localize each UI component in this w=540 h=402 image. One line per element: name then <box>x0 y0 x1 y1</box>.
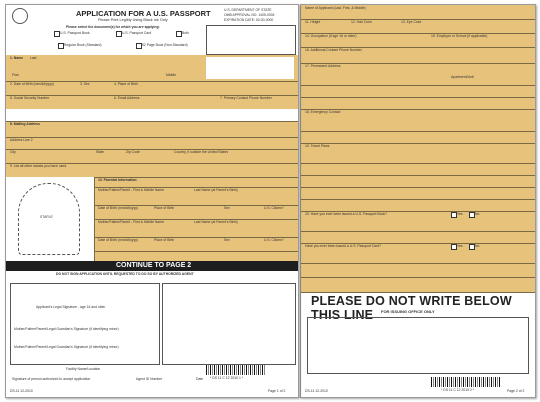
p2-row-occupation <box>301 33 535 48</box>
parent1-sex-label: Sex <box>224 206 230 210</box>
p2-row-phone <box>301 47 535 64</box>
page2-form-code: DS-11 12-2010 <box>305 389 328 393</box>
p2-row-emergency <box>301 109 535 132</box>
p2-employer-label: 15. Employer or School (if applicable) <box>431 34 488 38</box>
p2-eye-label: 13. Eye Color <box>401 20 422 24</box>
pob-label: 4. Place of Birth <box>114 82 138 86</box>
parent1-last-label: Last Name (at Parent's Birth) <box>194 188 238 192</box>
p2-row-passport-book <box>301 211 535 232</box>
regular-book-label: Regular Book (Standard) <box>64 43 102 47</box>
expiration-label: EXPIRATION DATE: 00-00-0000 <box>224 18 274 22</box>
form-title: APPLICATION FOR A U.S. PASSPORT <box>76 9 211 18</box>
p2-row-address <box>301 63 535 86</box>
parent2-pob-label: Place of Birth <box>154 238 175 242</box>
ssn-label: 5. Social Security Number <box>10 96 50 100</box>
p2-book-yes-label: Yes <box>457 212 463 216</box>
parent2-row <box>94 219 298 238</box>
p2-book-label: 20. Have you ever been issued a U.S. Passport Book? <box>305 212 387 216</box>
agent-label: Signature of person authorized to accept application <box>12 377 91 381</box>
department-label: U.S. DEPARTMENT OF STATE <box>224 8 272 12</box>
parent2-dob-row <box>94 237 298 252</box>
parent1-row <box>94 187 298 206</box>
document-select-heading: Please select the document(s) for which you are applying: <box>66 25 160 29</box>
last-label: Last <box>30 56 37 60</box>
p2-occupation-label: 14. Occupation (if age 16 or older) <box>305 34 357 38</box>
address2-label: Address Line 2 <box>10 138 33 142</box>
parent1-citizen-label: U.S. Citizen? <box>264 206 284 210</box>
identifying-documents-panel <box>162 283 296 365</box>
p2-travel-label: 19. Travel Plans <box>305 144 330 148</box>
parent-signature-label-2: Mother/Father/Parent/Legal Guardian's Signature (if identifying minor) <box>14 345 119 349</box>
city-row <box>6 149 298 164</box>
large-book-label: 52 Page Book (Non-Standard) <box>142 43 188 47</box>
p2-address-label: 17. Permanent Address <box>305 64 341 68</box>
zip-label: Zip Code <box>126 150 140 154</box>
middle-label: Middle <box>166 73 176 77</box>
form-page-1 <box>5 4 299 398</box>
p2-card-yes-label: Yes <box>457 244 463 248</box>
parent1-name-label: Mother/Father/Parent - First & Middle Name <box>98 188 164 192</box>
page2-barcode <box>431 377 501 387</box>
p2-card-no-label: No <box>475 244 480 248</box>
form-page-2 <box>300 4 536 398</box>
first-label: First <box>12 73 19 77</box>
p2-height-label: 11. Height <box>305 20 321 24</box>
p2-emergency-label: 18. Emergency Contact <box>305 110 341 114</box>
parent1-dob-row <box>94 205 298 220</box>
parent2-last-label: Last Name (at Parent's Birth) <box>194 220 238 224</box>
country-label: Country, if outside the United States <box>174 150 229 154</box>
page1-barcode <box>206 365 266 375</box>
state-label: State <box>96 150 104 154</box>
parent1-dob-label: Date of Birth (mm/dd/yyyy) <box>98 206 139 210</box>
parental-label: 10. Parental Information <box>98 178 137 182</box>
other-names-row <box>6 163 298 178</box>
parent2-name-label: Mother/Father/Parent - First & Middle Name <box>98 220 164 224</box>
p2-row-passport-card <box>301 243 535 264</box>
other-names-label: 9. List all other names you have used. <box>10 164 68 168</box>
parent1-pob-label: Place of Birth <box>154 206 175 210</box>
department-seal-icon <box>12 8 28 24</box>
omb-label: OMB APPROVAL NO. 1405-0004 <box>224 13 275 17</box>
p2-row-travel <box>301 143 535 164</box>
date-label: Date <box>196 377 204 381</box>
phone-label: 7. Primary Contact Phone Number <box>220 96 272 100</box>
page2-barcode-text: * DS 11 C 12 2010 2 * <box>441 388 475 392</box>
official-use-box <box>206 25 296 55</box>
issuing-office-box <box>307 317 529 374</box>
name-row <box>6 55 298 82</box>
applicant-signature-label: Applicant's Legal Signature - age 16 and older <box>36 305 106 309</box>
page1-barcode-text: * DS 11 C 12 2010 1 * <box>210 376 244 380</box>
page1-form-code: DS-11 12-2010 <box>10 389 33 393</box>
p2-phone-label: 16. Additional Contact Phone Number <box>305 48 362 52</box>
photo-staple-label: STAPLE <box>40 215 53 219</box>
p2-row-height <box>301 19 535 34</box>
issuing-office-label: FOR ISSUING OFFICE ONLY <box>381 309 435 314</box>
facility-label: Facility Name/Location <box>66 367 101 371</box>
p2-row-name <box>301 5 535 20</box>
p2-row-blank9 <box>301 263 535 278</box>
dob-label: 2. Date of Birth (mm/dd/yyyy) <box>10 82 54 86</box>
dob-row <box>6 81 298 96</box>
sex-label: 3. Sex <box>80 82 90 86</box>
passport-card-label: U.S. Passport Card <box>122 31 152 35</box>
mailing-label: 8. Mailing Address <box>10 122 40 126</box>
ssn-row <box>6 95 298 110</box>
p2-card-label: Have you ever been issued a U.S. Passport Card? <box>305 244 381 248</box>
mailing-row <box>6 121 298 138</box>
p2-book-no-label: No <box>475 212 480 216</box>
both-label: Both <box>182 31 189 35</box>
do-not-write-heading: PLEASE DO NOT WRITE BELOW THIS LINE <box>311 294 512 322</box>
parent2-dob-label: Date of Birth (mm/dd/yyyy) <box>98 238 139 242</box>
do-not-sign-notice: DO NOT SIGN APPLICATION UNTIL REQUESTED TO DO SO BY AUTHORIZED AGENT <box>56 272 194 276</box>
p2-row-blank10 <box>301 277 535 293</box>
parent2-citizen-label: U.S. Citizen? <box>264 238 284 242</box>
name-label: 1. Name <box>10 56 24 60</box>
office-use-name-box <box>206 57 294 79</box>
form-subtitle: Please Print Legibly Using Black Ink Only <box>98 18 168 22</box>
p2-apt-label: Apartment/Unit <box>451 75 474 79</box>
page2-page-label: Page 2 of 2 <box>507 389 525 393</box>
email-label: 6. Email Address <box>114 96 140 100</box>
photo-outline <box>18 183 80 255</box>
signature-panel <box>10 283 160 365</box>
parent2-sex-label: Sex <box>224 238 230 242</box>
parent-signature-label: Mother/Father/Parent/Legal Guardian's Signature (if identifying minor) <box>14 327 119 331</box>
page1-page-label: Page 1 of 2 <box>268 389 286 393</box>
agent-id-label: Agent ID Number <box>136 377 163 381</box>
continue-to-page-2-bar: CONTINUE TO PAGE 2 <box>6 261 298 271</box>
city-label: City <box>10 150 16 154</box>
p2-name-label: Name of Applicant (Last, First, & Middle) <box>305 6 366 10</box>
p2-hair-label: 12. Hair Color <box>351 20 372 24</box>
passport-book-label: U.S. Passport Book <box>60 31 90 35</box>
